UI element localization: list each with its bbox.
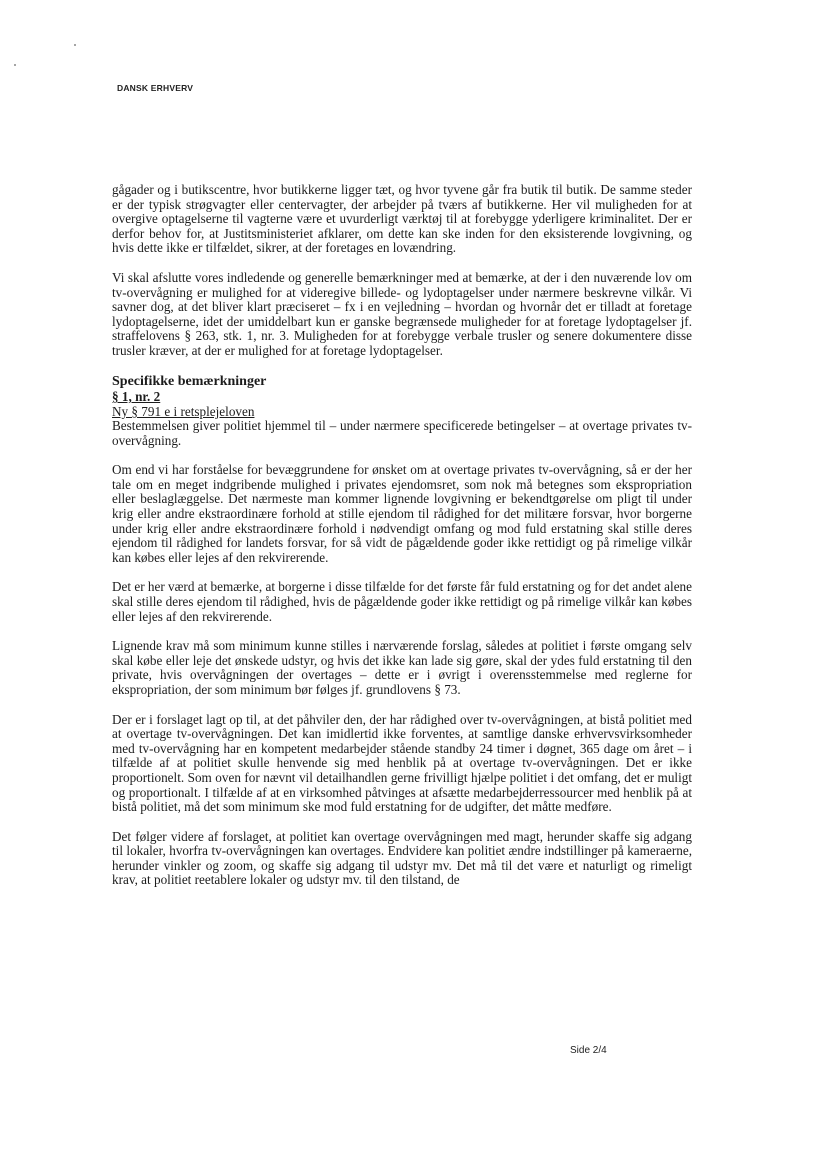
section-intro: Bestemmelsen giver politiet hjemmel til – under nærmere specificerede betingelser – at overtage privates tv-overvågning.	[112, 418, 692, 448]
paragraph: gågader og i butikscentre, hvor butikkerne ligger tæt, og hvor tyvene går fra butik til butik. De samme steder er der typisk strøgvagter eller centervagter, der arbejder på tværs af butikkerne. Her vil muligheden for at overgive optagelserne til vagterne være et uvurderligt værktøj til at forebygge yderligere kriminalitet. Der er derfor behov for, at Justitsministeriet afklarer, om dette kan ske inden for den eksisterende lovgivning, og hvis dette ikke er tilfældet, sikrer, at der foretages en lovændring.	[112, 182, 692, 256]
scan-speck	[14, 64, 16, 66]
paragraph: Det er her værd at bemærke, at borgerne i disse tilfælde for det første får fuld erstatning og for det andet alene skal stille deres ejendom til rådighed, hvis de pågældende goder ikke rettidigt og på rimelige vilkår kan købes eller lejes af den rekvirerende.	[112, 579, 692, 624]
org-header: DANSK ERHVERV	[117, 83, 194, 93]
scan-speck	[74, 44, 76, 46]
paragraph: Lignende krav må som minimum kunne stilles i nærværende forslag, således at politiet i første omgang selv skal købe eller leje det ønskede udstyr, og hvis det ikke kan lade sig gøre, skal der ydes fuld erstatning til den private, hvis overvågningen der overtages – dette er i øvrigt i overensstemmelse med reglerne for ekspropriation, der som minimum bør følges jf. grundlovens § 73.	[112, 638, 692, 697]
paragraph: Der er i forslaget lagt op til, at det påhviler den, der har rådighed over tv-overvågningen, at bistå politiet med at overtage tv-overvågningen. Det kan imidlertid ikke forventes, at samtlige danske erhvervsvirksomheder med tv-overvågning har en kompetent medarbejder stående standby 24 timer i døgnet, 365 dage om året – i tilfælde af at politiet skulle henvende sig med henblik på at overtage tv-overvågningen. Det er ikke proportionelt. Som oven for nævnt vil detailhandlen gerne frivilligt hjælpe politiet i det omfang, det er muligt og proportionalt. I tilfælde af at en virksomhed påtvinges at afsætte medarbejderressourcer med henblik på at bistå politiet, må det som minimum ske mod fuld erstatning for de udgifter, det måtte medføre.	[112, 711, 692, 815]
section-subtitle: § 1, nr. 2	[112, 389, 161, 405]
paragraph: Det følger videre af forslaget, at politiet kan overtage overvågningen med magt, herunder skaffe sig adgang til lokaler, hvorfra tv-overvågningen kan overtages. Endvidere kan politiet ændre indstillinger på kameraerne, herunder vinkler og zoom, og skaffe sig adgang til udstyr mv. Det må til det være et naturligt og rimeligt krav, at politiet reetablere lokaler og udstyr mv. til den tilstand, de	[112, 828, 692, 888]
section-title: Specifikke bemærkninger	[112, 373, 267, 389]
paragraph: Vi skal afslutte vores indledende og generelle bemærkninger med at bemærke, at der i den nuværende lov om tv-overvågning er mulighed for at videregive billede- og lydoptagelser under nærmere beskrevne vilkår. Vi savner dog, at det bliver klart præciseret – fx i en vejledning – hvordan og hvornår det er tilladt at foretage lydoptagelserne, idet der umiddelbart kun er ganske begrænsede muligheder for at foretage lydoptagelser jf. straffelovens § 263, stk. 1, nr. 3. Muligheden for at forebygge verbale trusler og senere dokumentere disse trusler kræver, at der er mulighed for at foretage lydoptagelser.	[112, 269, 692, 358]
page-number: Side 2/4	[570, 1045, 607, 1056]
section-subsubtitle: Ny § 791 e i retsplejeloven	[112, 404, 255, 420]
section-specific-remarks	[112, 374, 692, 449]
document-body	[112, 183, 692, 903]
paragraph: Om end vi har forståelse for bevæggrundene for ønsket om at overtage privates tv-overvågning, så er der her tale om en meget indgribende mulighed i privates ejendomsret, som nok må betegnes som ekspropriation eller beslaglæggelse. Det nærmeste man kommer lignende lovgivning er bekendtgørelse om pligt til under krig eller andre ekstraordinære forhold at stille ejendom til rådighed for det militære forsvar, hvor borgerne under krig eller andre ekstraordinære forhold i nødvendigt omfang og mod fuld erstatning skal stille deres ejendom til rådighed for landets forsvar, for så vidt de pågældende goder ikke rettidigt og på rimelige vilkår kan købes eller lejes af den rekvirerende.	[112, 462, 692, 565]
